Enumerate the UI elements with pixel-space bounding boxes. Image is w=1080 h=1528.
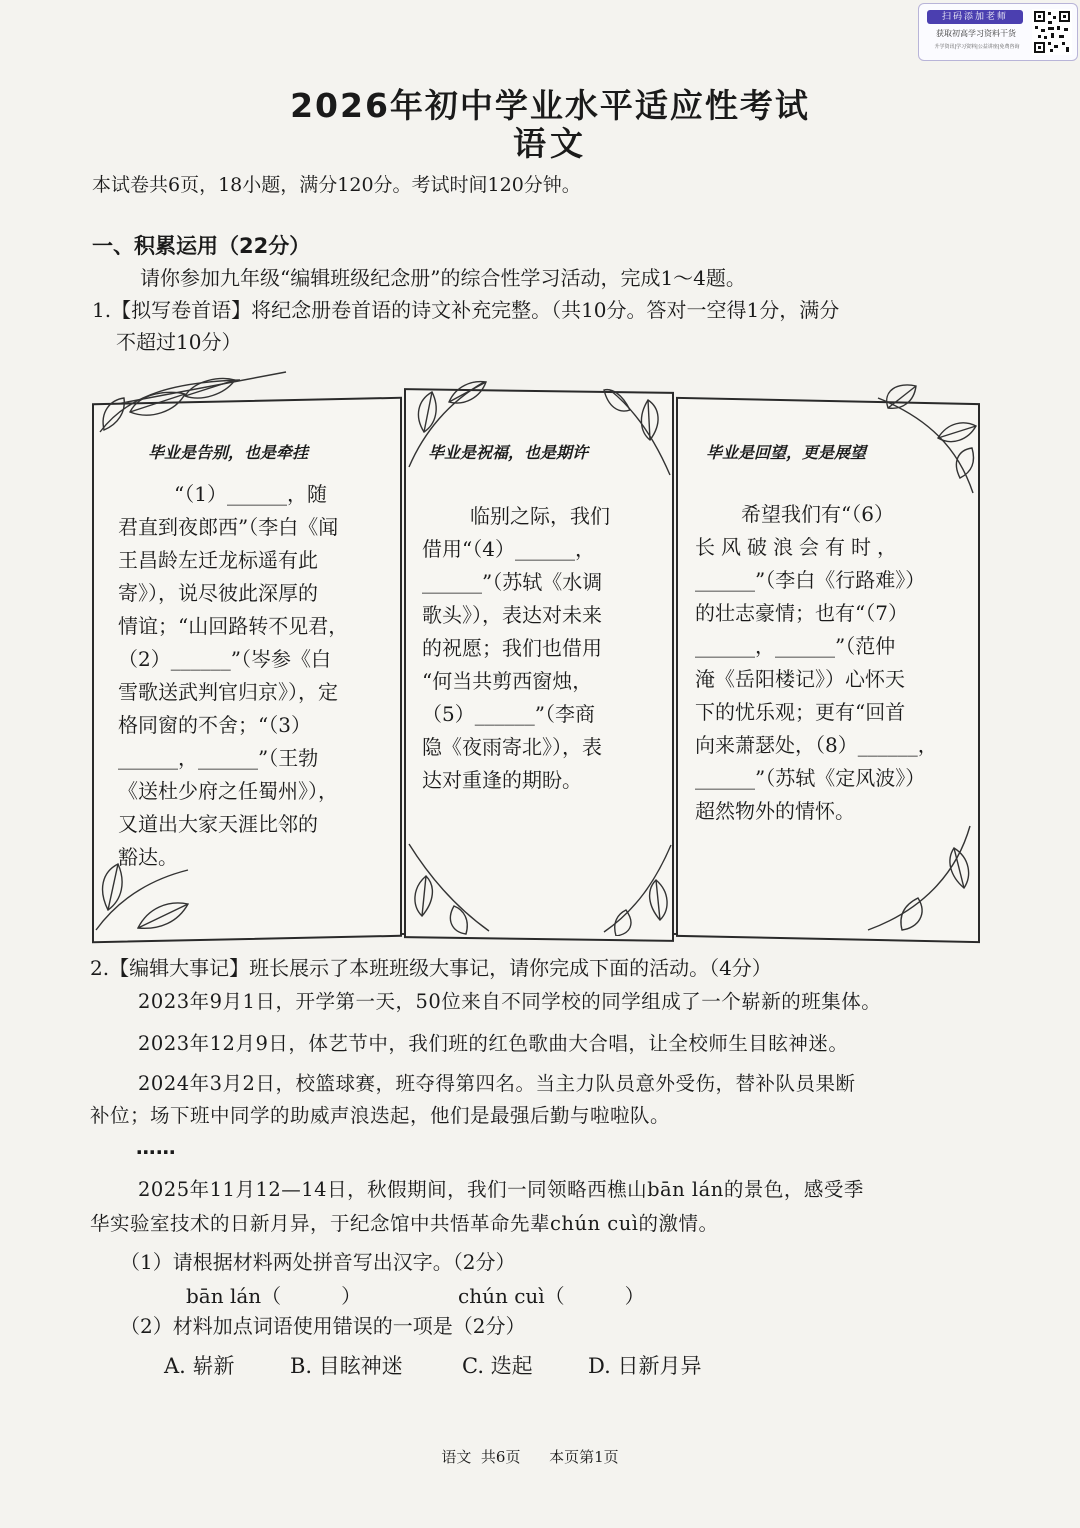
badge-title: 扫码添加老师 (927, 10, 1023, 24)
text-line: 向来萧瑟处，（8）______， (695, 733, 938, 757)
exam-instructions: 本试卷共6页，18小题，满分120分。考试时间120分钟。 (92, 174, 581, 196)
leaf-decoration-icon (90, 372, 250, 442)
section-intro: 请你参加九年级“编辑班级纪念册”的综合性学习活动，完成1～4题。 (140, 266, 746, 290)
text-line: 歌头》），表达对未来 (422, 603, 602, 627)
text-line: 豁达。 (118, 845, 178, 869)
record-text: 2023年9月1日，开学第一天，50位来自不同学校的同学组成了一个崭新的班集体。 (138, 990, 882, 1013)
badge-subtitle: 获取初高学习资料干货 (936, 29, 1016, 38)
leaf-decoration-icon (600, 380, 674, 480)
text-line: “（1）______，随 (174, 482, 327, 506)
text-line: ______”（李白《行路难》） (695, 568, 926, 592)
sub-question-1: （1）请根据材料两处拼音写出汉字。（2分） (120, 1250, 516, 1274)
question-1-text: 1.【拟写卷首语】将纪念册卷首语的诗文补充完整。（共10分。答对一空得1分，满分 (92, 298, 840, 322)
text-line: 长风破浪会有时， (695, 535, 903, 559)
leaf-decoration-icon (596, 840, 676, 936)
option-c[interactable]: C. 迭起 (462, 1354, 533, 1378)
text-line: （2）______”（岑参《白 (118, 647, 331, 671)
text-line: 情谊；“山回路转不见君， (118, 614, 349, 638)
text-line: 又道出大家天涯比邻的 (118, 812, 318, 836)
text-line: 的祝愿；我们也借用 (422, 636, 602, 660)
record-ellipsis: …… (136, 1136, 176, 1159)
option-a[interactable]: A. 崭新 (164, 1354, 235, 1378)
record-paragraph-4: 2025年11月12—14日，秋假期间，我们一同领略西樵山bān lán的景色，感受季 (138, 1178, 864, 1201)
text-line: 的壮志豪情；也有“（7） (695, 601, 908, 625)
text-line: 王昌龄左迁龙标遥有此 (118, 548, 318, 572)
text-line: “何当共剪西窗烛， (422, 669, 593, 693)
badge-tags: 升学资讯|学习资料|公益讲座|免费咨询 (934, 44, 1020, 50)
exam-subject: 语文 (513, 124, 587, 163)
pinyin-answer-1[interactable]: bān lán（ ） (186, 1284, 362, 1308)
page-left-heading: 毕业是告别，也是牵挂 (148, 443, 309, 462)
pinyin-answer-2[interactable]: chún cuì（ ） (458, 1284, 645, 1308)
text-line: 寄》），说尽彼此深厚的 (118, 581, 318, 605)
text-line: 临别之际，我们 (470, 504, 610, 528)
qr-code-icon (1032, 9, 1072, 55)
leaf-decoration-icon (404, 836, 494, 936)
text-line: 希望我们有“（6） (741, 502, 894, 526)
section-heading: 一、积累运用（22分） (92, 234, 311, 258)
page-middle-text (422, 500, 662, 797)
question-2-title: 2.【编辑大事记】班长展示了本班班级大事记，请你完成下面的活动。（4分） (90, 956, 772, 980)
text-line: ______”（苏轼《定风波》） (695, 766, 926, 790)
record-paragraph-2: 2023年12月9日，体艺节中，我们班的红色歌曲大合唱，让全校师生目眩神迷。 (138, 1032, 849, 1055)
record-paragraph-1 (138, 986, 881, 1014)
text-line: ______，______”（王勃 (118, 746, 319, 770)
record-paragraph-4-cont: 华实验室技术的日新月异，于纪念馆中共悟革命先辈chún cuì的激情。 (90, 1212, 719, 1235)
option-b[interactable]: B. 目眩神迷 (290, 1354, 403, 1378)
text-line: 雪歌送武判官归京》），定 (118, 680, 338, 704)
page-left-text (118, 478, 393, 874)
question-1-text-cont: 不超过10分） (116, 330, 242, 354)
text-line: 淹《岳阳楼记》）心怀天 (695, 667, 905, 691)
text-line: 超然物外的情怀。 (695, 799, 855, 823)
text-line: 隐《夜雨寄北》），表 (422, 735, 602, 759)
text-line: 达对重逢的期盼。 (422, 768, 582, 792)
exam-title: 2026年初中学业水平适应性考试 (290, 86, 810, 125)
text-line: 下的忧乐观；更有“回首 (695, 700, 906, 724)
page-middle-heading: 毕业是祝福，也是期许 (428, 443, 589, 462)
record-paragraph-3: 2024年3月2日，校篮球赛，班夺得第四名。当主力队员意外受伤，替补队员果断 (138, 1072, 856, 1095)
text-line: （5）______”（李商 (422, 702, 595, 726)
text-line: 格同窗的不舍；“（3） (118, 713, 311, 737)
qr-code-badge[interactable] (918, 3, 1078, 61)
leaf-decoration-icon (858, 818, 978, 938)
option-d[interactable]: D. 日新月异 (588, 1354, 702, 1378)
page-right-heading: 毕业是回望，更是展望 (706, 443, 867, 462)
page-footer: 语文 共6页 本页第1页 (441, 1448, 619, 1466)
leaf-decoration-icon (404, 372, 494, 472)
text-line: ______，______”（范仲 (695, 634, 896, 658)
text-line: 借用“（4）______， (422, 537, 595, 561)
record-paragraph-3-cont: 补位；场下班中同学的助威声浪迭起，他们是最强后勤与啦啦队。 (90, 1104, 671, 1127)
text-line: ______”（苏轼《水调 (422, 570, 603, 594)
page-right-text (695, 498, 970, 828)
text-line: 《送杜少府之任蜀州》）， (118, 779, 338, 803)
leaf-decoration-icon (88, 820, 198, 938)
text-line: 君直到夜郎西”（李白《闻 (118, 515, 339, 539)
sub-question-2: （2）材料加点词语使用错误的一项是（2分） (120, 1314, 526, 1338)
leaf-decoration-icon (868, 378, 980, 498)
